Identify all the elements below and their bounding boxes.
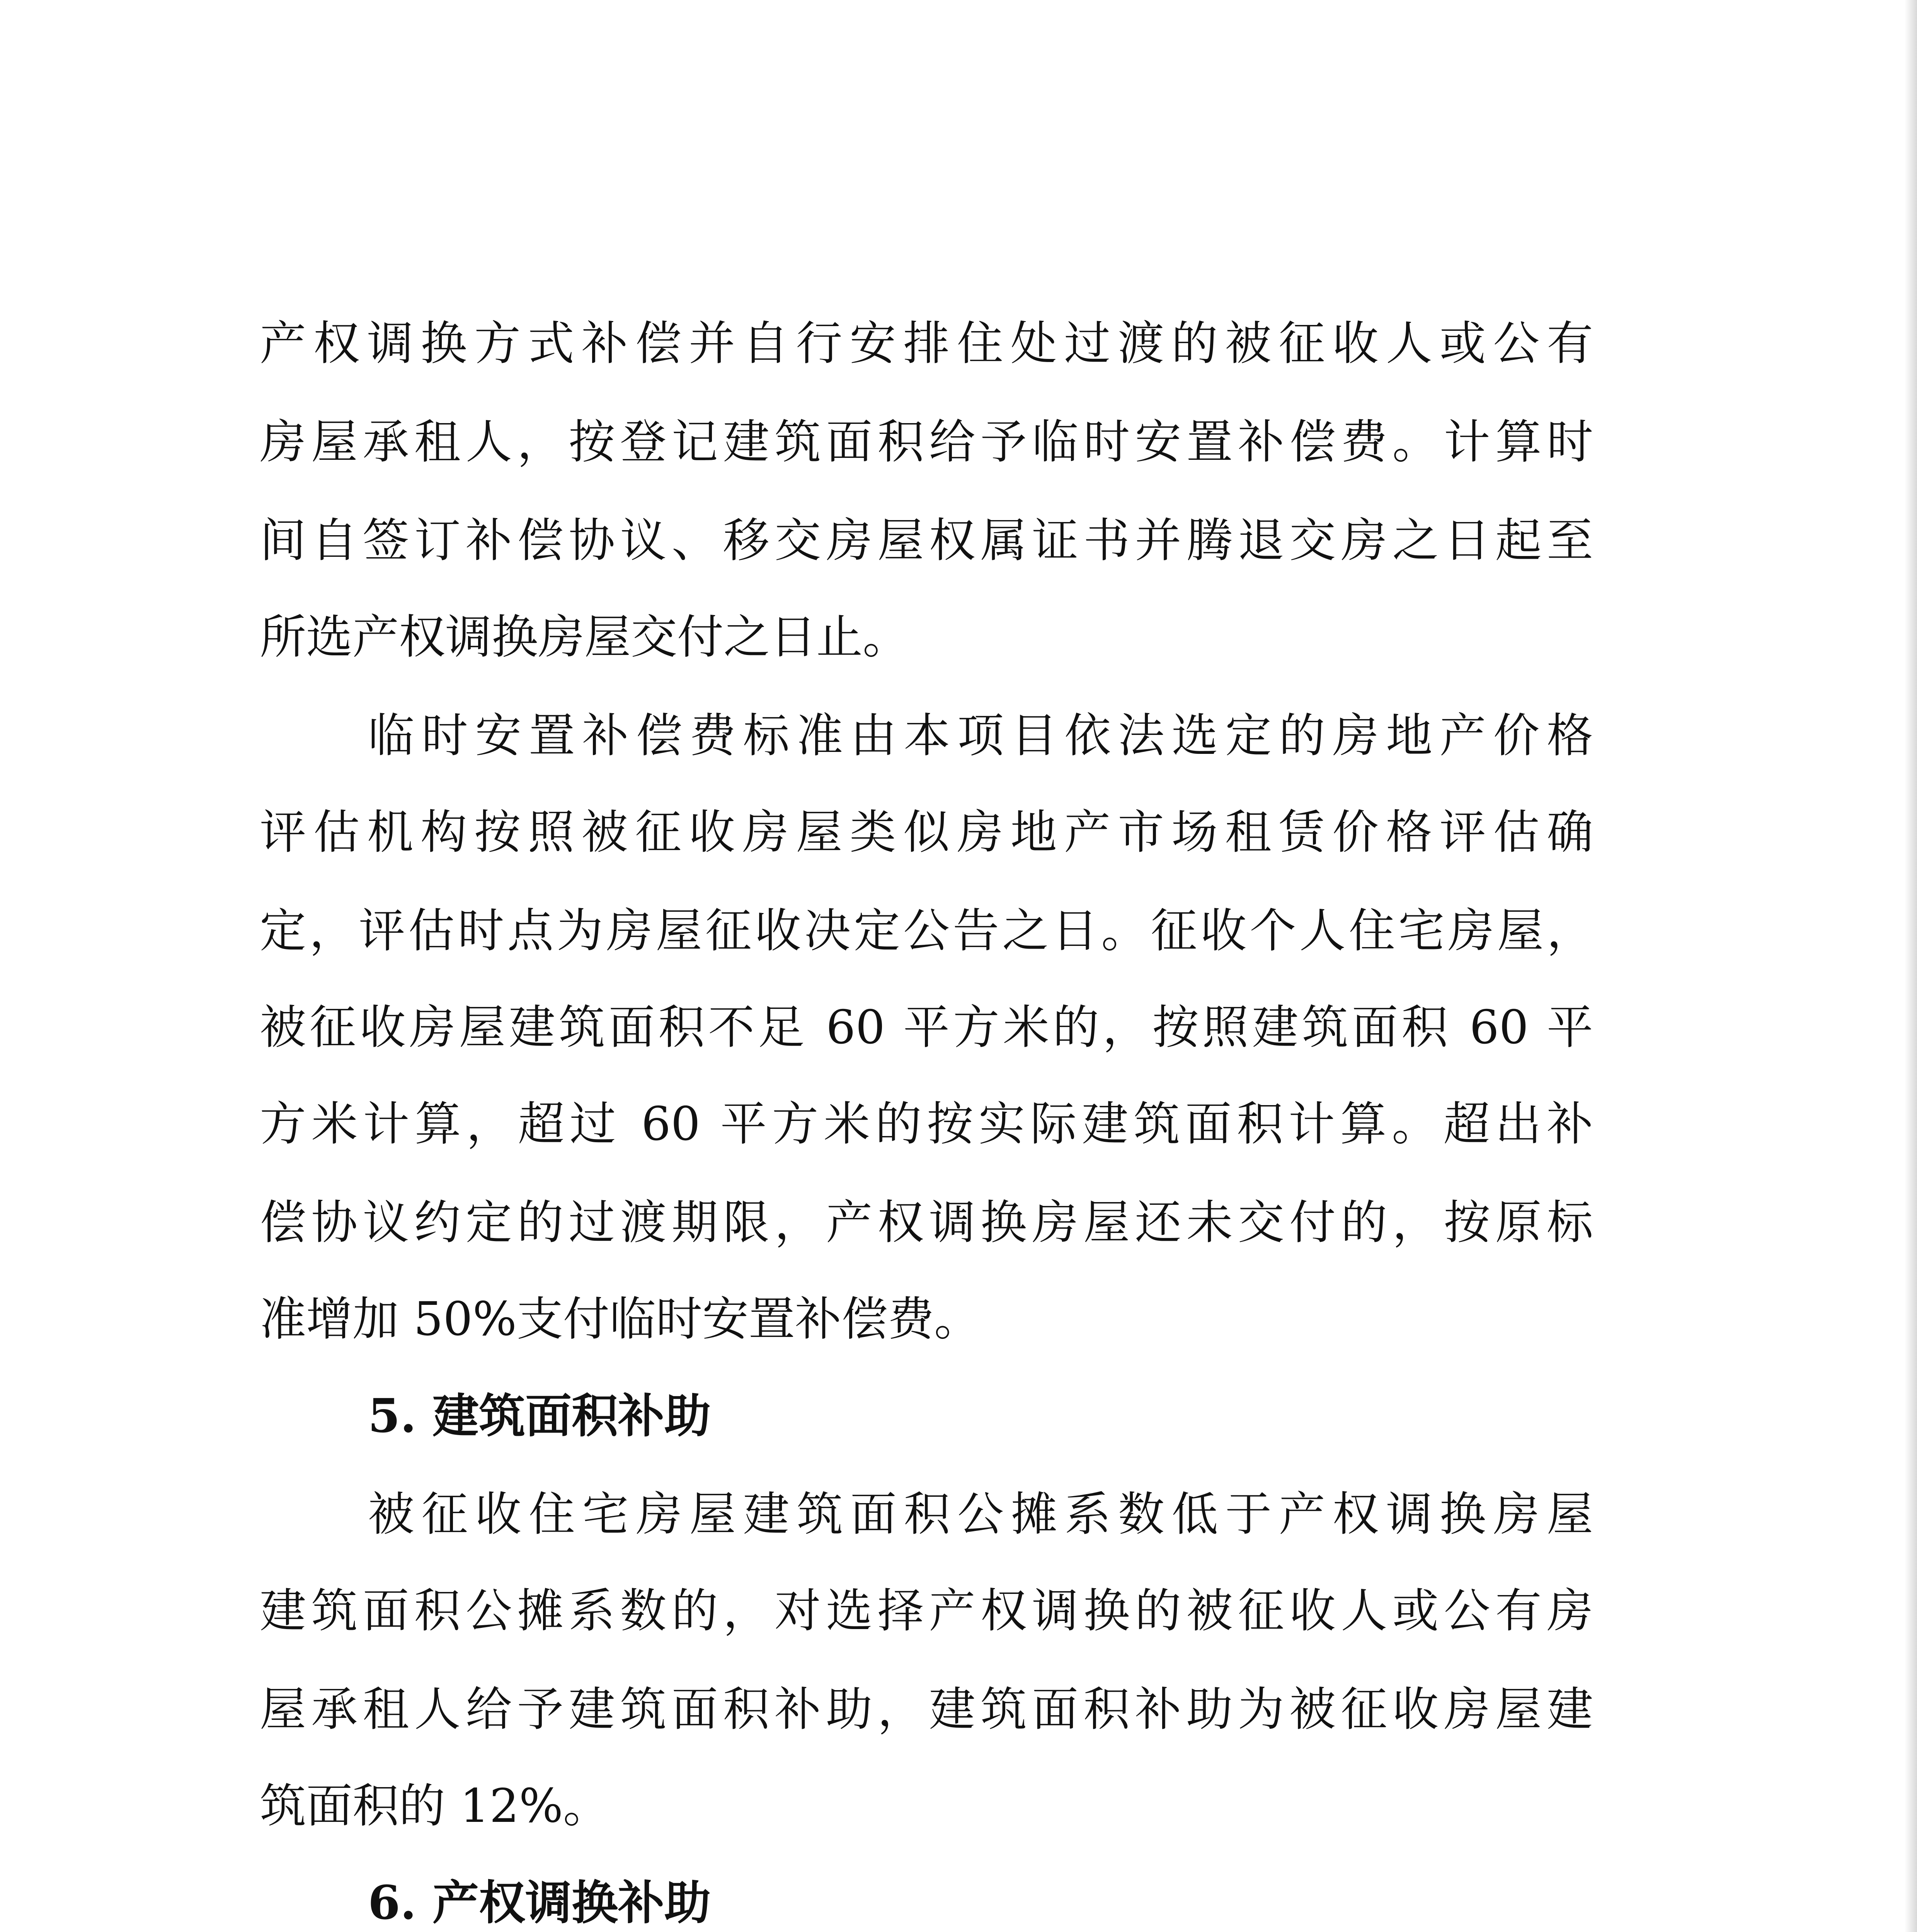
paragraph-line: 准增加 50%支付临时安置补偿费。 bbox=[260, 1293, 981, 1346]
paragraph-line: 被征收房屋建筑面积不足 60 平方米的，按照建筑面积 60 平 bbox=[260, 1001, 1593, 1054]
paragraph-line: 筑面积的 12%。 bbox=[260, 1779, 609, 1833]
paragraph-line: 所选产权调换房屋交付之日止。 bbox=[260, 611, 909, 664]
paragraph-line: 定，评估时点为房屋征收决定公告之日。征收个人住宅房屋， bbox=[260, 904, 1593, 958]
section-heading-5: 5. 建筑面积补助 bbox=[368, 1389, 711, 1443]
paragraph-line: 建筑面积公摊系数的，对选择产权调换的被征收人或公有房 bbox=[260, 1584, 1593, 1638]
page-edge-shadow bbox=[1905, 0, 1917, 1932]
paragraph-line: 被征收住宅房屋建筑面积公摊系数低于产权调换房屋 bbox=[368, 1488, 1593, 1541]
paragraph-line: 评估机构按照被征收房屋类似房地产市场租赁价格评估确 bbox=[260, 806, 1593, 859]
paragraph-line: 产权调换方式补偿并自行安排住处过渡的被征收人或公有 bbox=[260, 317, 1593, 371]
paragraph-line: 间自签订补偿协议、移交房屋权属证书并腾退交房之日起至 bbox=[260, 514, 1593, 568]
paragraph-line: 临时安置补偿费标准由本项目依法选定的房地产价格 bbox=[368, 709, 1593, 763]
paragraph-line: 方米计算，超过 60 平方米的按实际建筑面积计算。超出补 bbox=[260, 1097, 1593, 1151]
paragraph-line: 屋承租人给予建筑面积补助，建筑面积补助为被征收房屋建 bbox=[260, 1683, 1593, 1736]
section-heading-6: 6. 产权调换补助 bbox=[368, 1876, 711, 1930]
paragraph-line: 偿协议约定的过渡期限，产权调换房屋还未交付的，按原标 bbox=[260, 1196, 1593, 1250]
paragraph-line: 房屋承租人，按登记建筑面积给予临时安置补偿费。计算时 bbox=[260, 415, 1593, 469]
